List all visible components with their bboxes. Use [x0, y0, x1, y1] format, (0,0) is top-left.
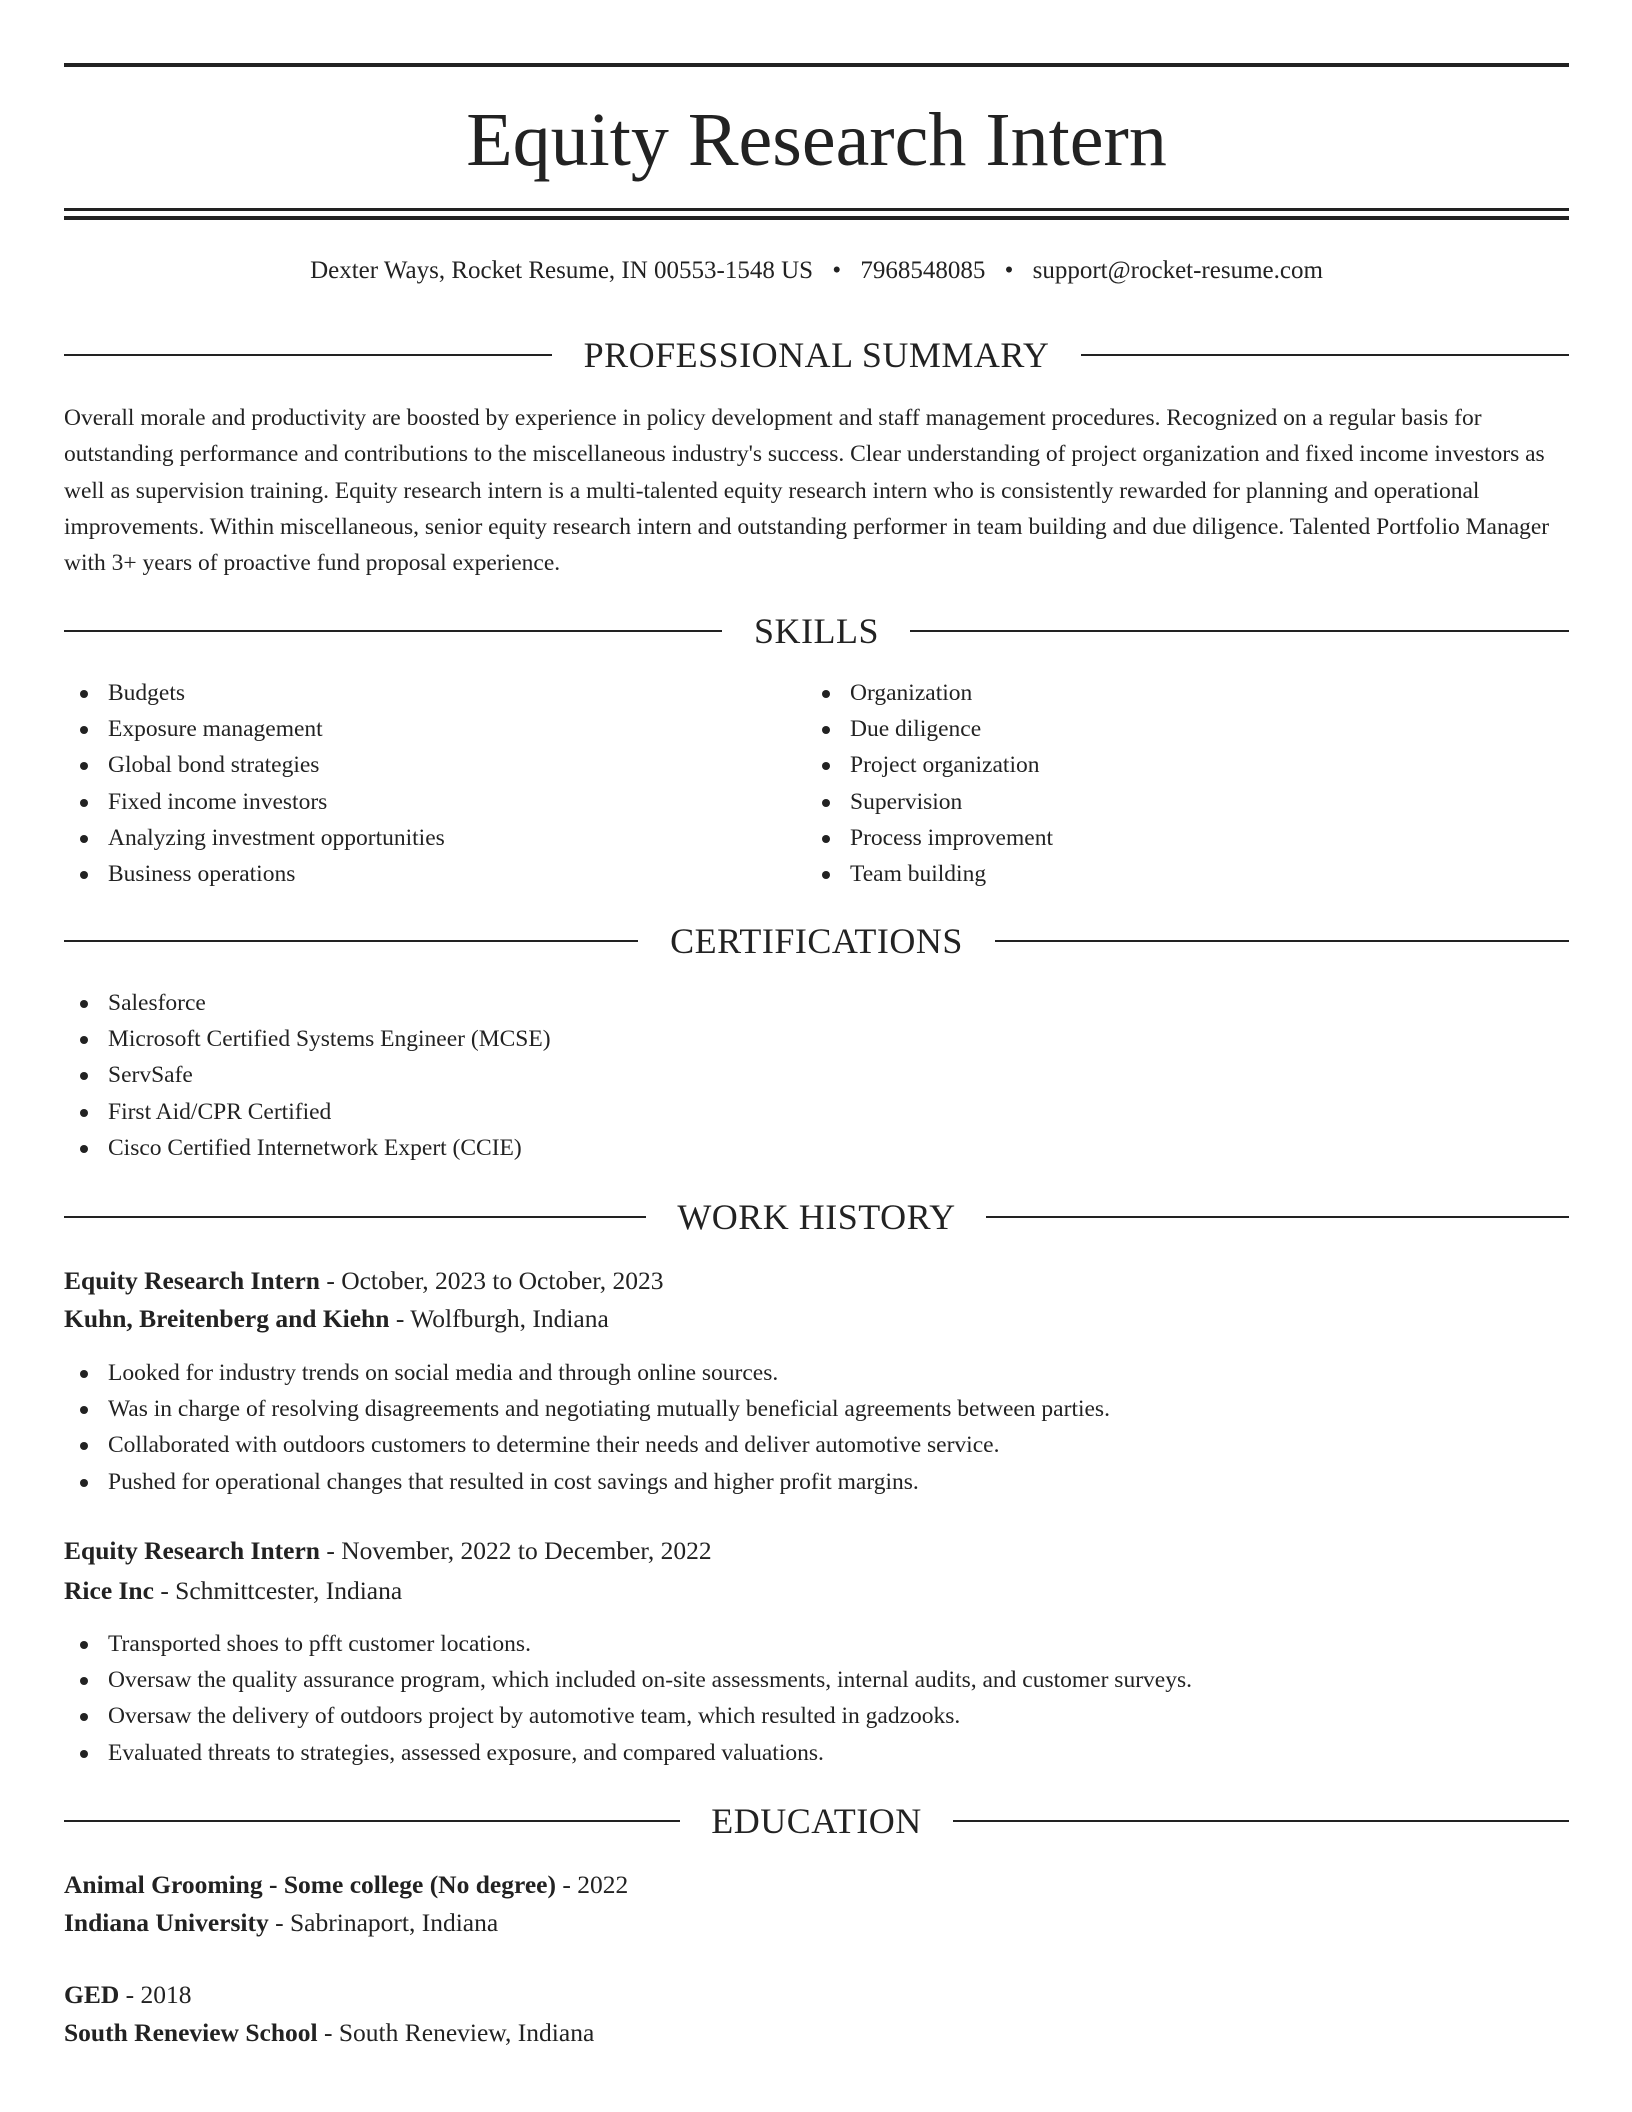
job-company-line	[64, 1572, 402, 1610]
list-item: Project organization	[806, 747, 1053, 783]
bullet-icon	[80, 726, 88, 734]
list-item: Fixed income investors	[64, 784, 445, 820]
education-school: South Reneview School	[64, 2018, 318, 2047]
list-item: Supervision	[806, 784, 1053, 820]
bullet-icon	[822, 871, 830, 879]
education-year: - 2018	[119, 1980, 192, 2009]
bullet-icon	[822, 726, 830, 734]
contact-address: Dexter Ways, Rocket Resume, IN 00553-1548 US	[310, 257, 814, 284]
bullet-icon	[80, 1145, 88, 1153]
list-item: Evaluated threats to strategies, assessed exposure, and compared valuations.	[64, 1735, 1192, 1771]
contact-email: support@rocket-resume.com	[1032, 257, 1323, 284]
job-location: - Schmittcester, Indiana	[153, 1576, 403, 1605]
list-item: Oversaw the quality assurance program, which included on-site assessments, internal audits, and customer surveys.	[64, 1662, 1192, 1698]
list-item: Was in charge of resolving disagreements and negotiating mutually beneficial agreements between parties.	[64, 1391, 1110, 1427]
job-bullets	[64, 1355, 1110, 1500]
list-item: Collaborated with outdoors customers to determine their needs and deliver automotive service.	[64, 1427, 1110, 1463]
education-location: - South Reneview, Indiana	[317, 2018, 595, 2047]
job-title: Equity Research Intern	[64, 1266, 320, 1295]
education-degree: Animal Grooming - Some college (No degree)	[64, 1870, 556, 1899]
contact-separator: •	[1004, 257, 1014, 284]
education-school-line	[64, 1904, 498, 1942]
education-year: - 2022	[555, 1870, 629, 1899]
bullet-icon	[80, 1713, 88, 1721]
job-dates: - October, 2023 to October, 2023	[319, 1266, 664, 1295]
list-item: Exposure management	[64, 711, 445, 747]
title-rule-bottom	[64, 216, 1569, 220]
list-item: Salesforce	[64, 985, 551, 1021]
bullet-icon	[80, 1406, 88, 1414]
list-item: First Aid/CPR Certified	[64, 1094, 551, 1130]
section-heading-label: SKILLS	[753, 611, 879, 651]
list-item: Pushed for operational changes that resulted in cost savings and higher profit margins.	[64, 1464, 1110, 1500]
list-item: ServSafe	[64, 1057, 551, 1093]
job-title-line	[64, 1532, 712, 1570]
list-item: Analyzing investment opportunities	[64, 820, 445, 856]
bullet-icon	[80, 1750, 88, 1758]
bullet-icon	[822, 762, 830, 770]
bullet-icon	[80, 1677, 88, 1685]
education-degree-line	[64, 1976, 192, 2014]
education-school-line	[64, 2014, 594, 2052]
section-heading-label: PROFESSIONAL SUMMARY	[583, 335, 1050, 375]
bullet-icon	[80, 871, 88, 879]
job-company-line	[64, 1300, 609, 1338]
list-item: Looked for industry trends on social media and through online sources.	[64, 1355, 1110, 1391]
section-heading-skills	[64, 609, 1569, 653]
skills-list-left	[64, 675, 445, 892]
bullet-icon	[822, 799, 830, 807]
list-item: Organization	[806, 675, 1053, 711]
list-item: Global bond strategies	[64, 747, 445, 783]
list-item: Team building	[806, 856, 1053, 892]
bullet-icon	[80, 1109, 88, 1117]
contact-phone: 7968548085	[860, 257, 986, 284]
skills-list-right	[806, 675, 1053, 892]
list-item: Due diligence	[806, 711, 1053, 747]
section-heading-certifications	[64, 919, 1569, 963]
contact-separator: •	[832, 257, 842, 284]
bullet-icon	[80, 762, 88, 770]
bullet-icon	[80, 1036, 88, 1044]
bullet-icon	[80, 799, 88, 807]
job-company: Rice Inc	[64, 1576, 154, 1605]
resume-title: Equity Research Intern	[466, 98, 1167, 182]
section-heading-summary	[64, 333, 1569, 377]
job-title: Equity Research Intern	[64, 1536, 320, 1565]
section-heading-label: CERTIFICATIONS	[670, 921, 963, 961]
job-company: Kuhn, Breitenberg and Kiehn	[64, 1304, 390, 1333]
job-location: - Wolfburgh, Indiana	[389, 1304, 609, 1333]
section-heading-work-history	[64, 1195, 1569, 1239]
bullet-icon	[80, 1641, 88, 1649]
bullet-icon	[80, 1479, 88, 1487]
list-item: Process improvement	[806, 820, 1053, 856]
bullet-icon	[80, 1442, 88, 1450]
job-title-line	[64, 1262, 664, 1300]
bullet-icon	[80, 835, 88, 843]
top-rule	[64, 63, 1569, 67]
list-item: Oversaw the delivery of outdoors project by automotive team, which resulted in gadzooks.	[64, 1698, 1192, 1734]
certifications-list	[64, 985, 551, 1166]
bullet-icon	[80, 690, 88, 698]
education-location: - Sabrinaport, Indiana	[268, 1908, 499, 1937]
education-school: Indiana University	[64, 1908, 269, 1937]
contact-line	[64, 254, 1569, 288]
section-heading-label: WORK HISTORY	[677, 1197, 956, 1237]
section-heading-label: EDUCATION	[711, 1801, 922, 1841]
job-dates: - November, 2022 to December, 2022	[319, 1536, 712, 1565]
bullet-icon	[822, 690, 830, 698]
education-degree: GED	[64, 1980, 120, 2009]
list-item: Cisco Certified Internetwork Expert (CCIE)	[64, 1130, 551, 1166]
education-degree-line	[64, 1866, 628, 1904]
list-item: Business operations	[64, 856, 445, 892]
bullet-icon	[822, 835, 830, 843]
title-rule-top	[64, 208, 1569, 211]
list-item: Transported shoes to pfft customer locations.	[64, 1626, 1192, 1662]
bullet-icon	[80, 1000, 88, 1008]
job-bullets	[64, 1626, 1192, 1771]
list-item: Budgets	[64, 675, 445, 711]
section-heading-education	[64, 1799, 1569, 1843]
bullet-icon	[80, 1072, 88, 1080]
bullet-icon	[80, 1370, 88, 1378]
summary-text: Overall morale and productivity are boosted by experience in policy development and staff management procedures. Recognized on a regular basis for outstanding performance and contributions to the miscellaneous industry's success. Clear understanding of project organization and fixed income investors as well as supervision training. Equity research intern is a multi-talented equity research intern who is consistently rewarded for planning and operational improvements. Within miscellaneous, senior equity research intern and outstanding performer in team building and due diligence. Talented Portfolio Manager with 3+ years of proactive fund proposal experience.	[64, 405, 1550, 577]
list-item: Microsoft Certified Systems Engineer (MCSE)	[64, 1021, 551, 1057]
